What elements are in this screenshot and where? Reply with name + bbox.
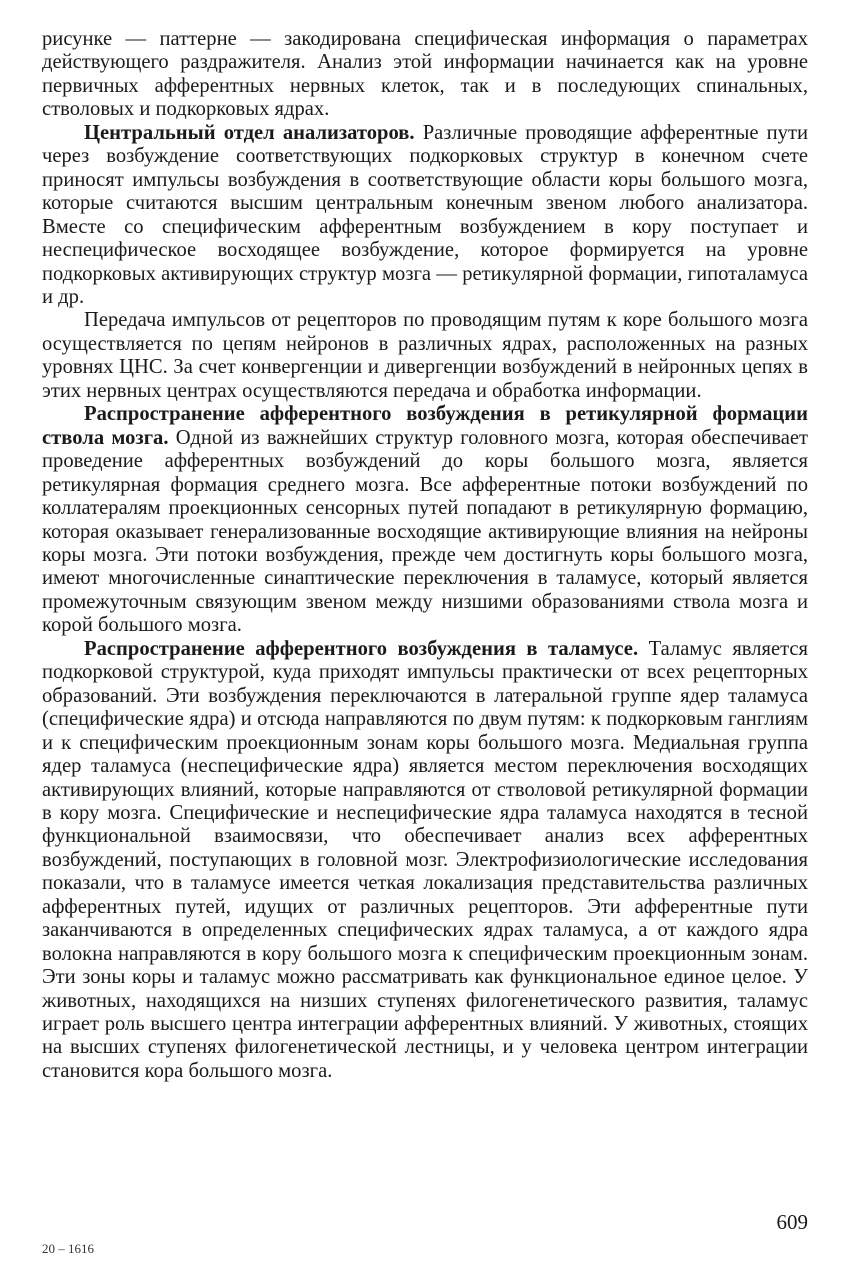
paragraph-thalamus — [42, 638, 808, 1084]
paragraph-text: Передача импульсов от рецепторов по проводящим путям к коре большого мозга осуществляется по цепям нейронов в различных ядрах, расположенных на разных уровнях ЦНС. За счет конвергенции и дивергенции возбуждений в нейронных цепях в этих нервных центрах осуществляются передача и обработка информации. — [42, 309, 808, 402]
paragraph-heading: Распространение афферентного возбуждения в ретикулярной формации ствола мозга. — [42, 403, 808, 449]
body-text — [42, 28, 808, 1083]
paragraph-continuation — [42, 28, 808, 122]
paragraph-central-analyzer — [42, 122, 808, 310]
paragraph-impulse-transmission — [42, 309, 808, 403]
printer-signature: 20 – 1616 — [42, 1241, 94, 1256]
paragraph-text: Одной из важнейших структур головного мозга, которая обеспечивает проведение афферентных возбуждений до коры большого мозга, является ретикулярная формация среднего мозга. Все афферентные потоки возбуждений по коллатералям проекционных сенсорных путей попадают в ретикулярную формацию, которая оказывает генерализованные восходящие активирующие влияния на нейроны коры мозга. Эти потоки возбуждения, прежде чем достигнуть коры большого мозга, имеют многочисленные синаптические переключения в таламусе, который является промежуточным связующим звеном между низшими образованиями ствола мозга и корой большого мозга. — [42, 426, 808, 637]
paragraph-heading: Центральный отдел анализаторов. — [84, 121, 415, 144]
paragraph-text: Различные проводящие афферентные пути через возбуждение соответствующих подкорковых структур в конечном счете приносят импульсы возбуждения в соответствующие области коры большого мозга, которые считаются высшим центральным конечным звеном любого анализатора. Вместе со специфическим афферентным возбуждением в кору поступает и неспецифическое восходящее возбуждение, которое формируется на уровне подкорковых активирующих структур мозга — ретикулярной формации, гипоталамуса и др. — [42, 121, 808, 308]
paragraph-text: рисунке — паттерне — закодирована специфическая информация о параметрах действующего раздражителя. Анализ этой информации начинается как на уровне первичных афферентных нервных клеток, так и в последующих спинальных, стволовых и подкорковых ядрах. — [42, 28, 808, 121]
paragraph-text: Таламус является подкорковой структурой, куда приходят импульсы практически от всех рецепторных образований. Эти возбуждения переключаются в латеральной группе ядер таламуса (специфические ядра) и отсюда направляются по двум путям: к подкорковым ганглиям и к специфическим проекционным зонам коры большого мозга. Медиальная группа ядер таламуса (неспецифические ядра) является местом переключения восходящих активирующих влияний, которые направляются от стволовой ретикулярной формации в кору мозга. Специфические и неспецифические ядра таламуса находятся в тесной функциональной взаимосвязи, что обеспечивает анализ всех афферентных возбуждений, поступающих в головной мозг. Электрофизиологические исследования показали, что в таламусе имеется четкая локализация представительства различных афферентных путей, идущих от различных рецепторов. Эти афферентные пути заканчиваются в определенных специфических ядрах таламуса, а от каждого ядра волокна направляются в кору большого мозга к специфическим проекционным зонам. Эти зоны коры и таламус можно рассматривать как функциональное единое целое. У животных, находящихся на низших ступенях филогенетического развития, таламус играет роль высшего центра интеграции афферентных влияний. У животных, стоящих на высших ступенях филогенетической лестницы, и у человека центром интеграции становится кора большого мозга. — [42, 637, 808, 1082]
paragraph-reticular-formation — [42, 403, 808, 638]
paragraph-heading: Распространение афферентного возбуждения в таламусе. — [84, 637, 639, 660]
page-number: 609 — [776, 1210, 808, 1234]
